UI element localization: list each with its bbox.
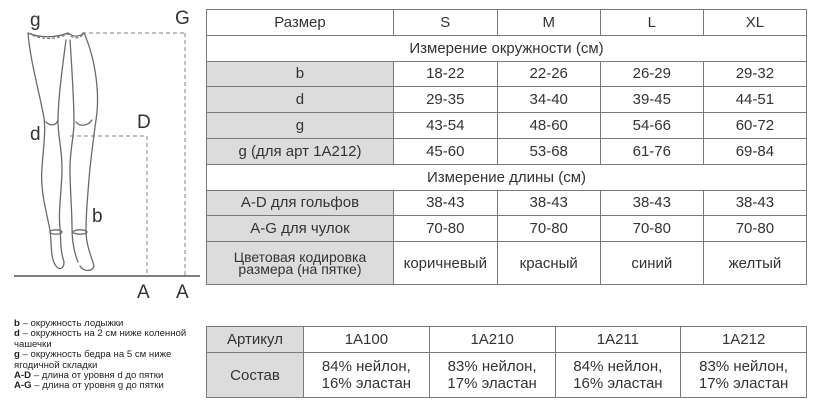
- table-row: [207, 138, 807, 164]
- table-cell: 69-84: [703, 138, 806, 164]
- table-cell: 53-68: [497, 138, 600, 164]
- table-cell: 70-80: [393, 216, 497, 242]
- table-cell: 38-43: [703, 190, 806, 216]
- label-G: G: [175, 8, 190, 29]
- table-cell: 18-22: [393, 61, 497, 87]
- composition-cell: 83% нейлон, 17% эластан: [429, 353, 555, 398]
- composition-cell: 84% нейлон, 16% эластан: [304, 353, 430, 398]
- table-row: [207, 61, 807, 87]
- table-cell: 61-76: [600, 138, 703, 164]
- legend-item: b – окружность лодыжки: [14, 318, 124, 329]
- table-cell: 48-60: [497, 113, 600, 139]
- section-circumference-title: Измерение окружности (см): [207, 35, 807, 61]
- table-cell: желтый: [703, 242, 806, 285]
- table-cell: 54-66: [600, 113, 703, 139]
- legend-item: A-D – длина от уровня d до пятки: [14, 370, 164, 382]
- legend-item: g – окружность бедра на 5 см ниже ягодичной складки: [14, 349, 172, 371]
- measurement-legend: [14, 319, 214, 392]
- table-row: [207, 242, 807, 285]
- table-row: [207, 87, 807, 113]
- table-cell: 38-43: [600, 190, 703, 216]
- table-cell: 29-35: [393, 87, 497, 113]
- label-A-right: A: [176, 282, 189, 303]
- article-cell: 1A212: [681, 327, 807, 353]
- composition-cell: 83% нейлон, 17% эластан: [681, 353, 807, 398]
- table-cell: 26-29: [600, 61, 703, 87]
- composition-label: Состав: [207, 353, 304, 398]
- label-b: b: [92, 206, 103, 227]
- legs-outline: [28, 33, 98, 271]
- size-header-cell: M: [497, 10, 600, 36]
- table-cell: 22-26: [497, 61, 600, 87]
- table-cell: синий: [600, 242, 703, 285]
- row-label: Цветовая кодировка размера (на пятке): [207, 242, 394, 285]
- article-row: [207, 327, 807, 353]
- table-cell: 44-51: [703, 87, 806, 113]
- section-length-title: Измерение длины (см): [207, 164, 807, 190]
- table-cell: 70-80: [600, 216, 703, 242]
- row-label: b: [207, 61, 394, 87]
- article-cell: 1A210: [429, 327, 555, 353]
- size-table: [206, 9, 807, 285]
- legend-item: A-G – длина от уровня g до пятки: [14, 380, 164, 392]
- legs-illustration: [0, 0, 205, 305]
- table-cell: 70-80: [497, 216, 600, 242]
- label-g-left: g: [30, 10, 41, 31]
- row-label: g: [207, 113, 394, 139]
- label-d: d: [30, 124, 41, 145]
- article-table: [206, 326, 807, 398]
- table-cell: 60-72: [703, 113, 806, 139]
- table-cell: коричневый: [393, 242, 497, 285]
- table-cell: 34-40: [497, 87, 600, 113]
- table-cell: 70-80: [703, 216, 806, 242]
- table-cell: красный: [497, 242, 600, 285]
- table-row: [207, 216, 807, 242]
- table-row: [207, 113, 807, 139]
- row-label: A-G для чулок: [207, 216, 394, 242]
- label-A-left: A: [137, 282, 150, 303]
- section-row: [207, 35, 807, 61]
- table-row: [207, 190, 807, 216]
- size-header-cell: S: [393, 10, 497, 36]
- composition-cell: 84% нейлон, 16% эластан: [555, 353, 681, 398]
- table-cell: 39-45: [600, 87, 703, 113]
- table-cell: 38-43: [497, 190, 600, 216]
- table-cell: 38-43: [393, 190, 497, 216]
- size-header-cell: XL: [703, 10, 806, 36]
- composition-row: [207, 353, 807, 398]
- leg-measurement-diagram: [0, 0, 205, 305]
- label-D: D: [137, 112, 151, 133]
- article-label: Артикул: [207, 327, 304, 353]
- size-header-cell: L: [600, 10, 703, 36]
- row-label: A-D для гольфов: [207, 190, 394, 216]
- size-header-label: Размер: [207, 10, 394, 36]
- section-row: [207, 164, 807, 190]
- row-label: g (для арт 1A212): [207, 138, 394, 164]
- table-cell: 43-54: [393, 113, 497, 139]
- table-cell: 29-32: [703, 61, 806, 87]
- legend-item: d – окружность на 2 см ниже коленной чашечки: [14, 328, 187, 350]
- size-header-row: [207, 10, 807, 36]
- article-cell: 1A100: [304, 327, 430, 353]
- row-label: d: [207, 87, 394, 113]
- table-cell: 45-60: [393, 138, 497, 164]
- article-cell: 1A211: [555, 327, 681, 353]
